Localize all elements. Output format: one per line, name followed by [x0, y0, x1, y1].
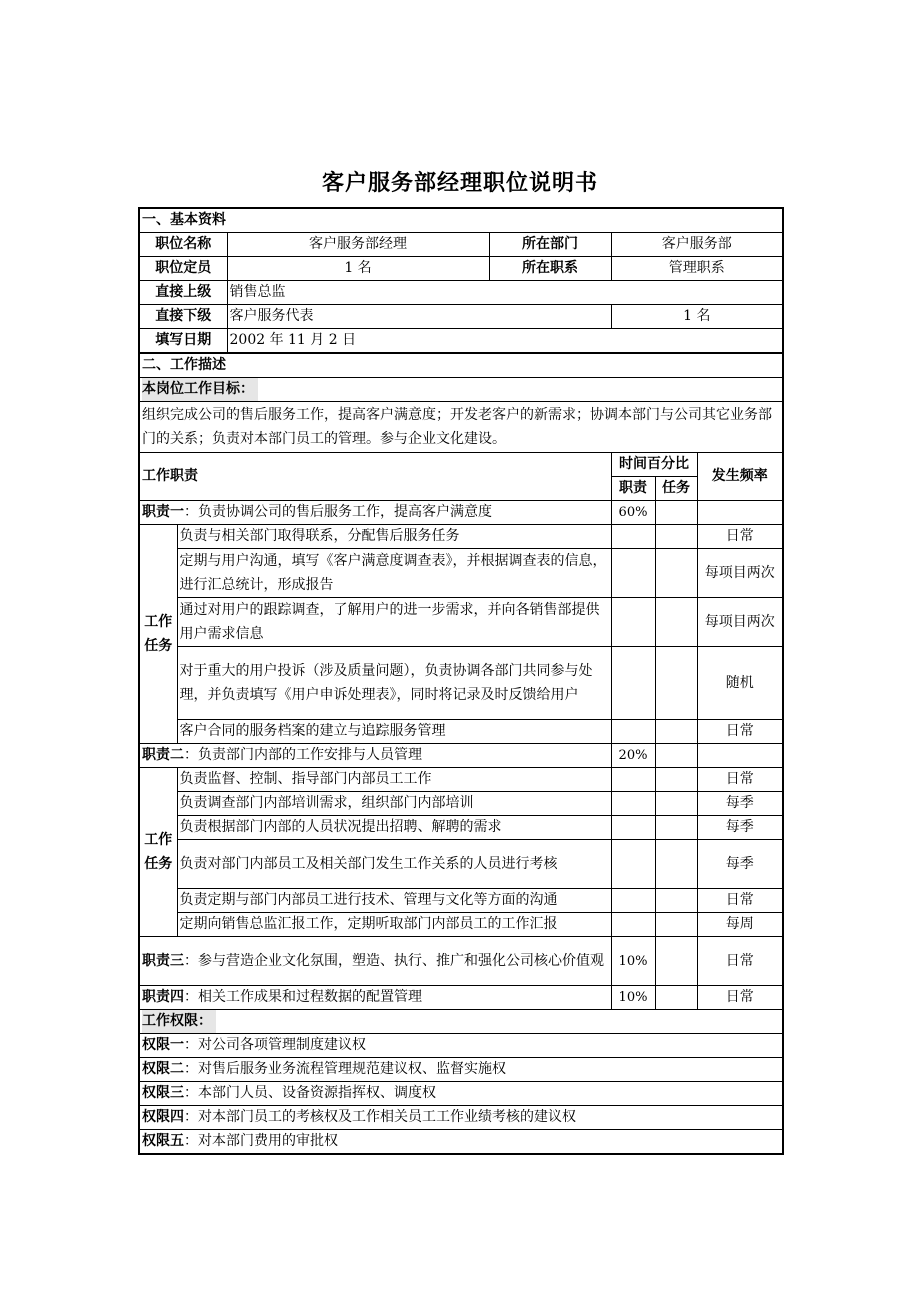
task-text: 客户合同的服务档案的建立与追踪服务管理 — [177, 720, 611, 744]
duty-label: 职责四 — [142, 989, 184, 1005]
duty-text: ：负责部门内部的工作安排与人员管理 — [184, 747, 422, 763]
task-text: 负责调查部门内部培训需求，组织部门内部培训 — [177, 792, 611, 816]
duty-text: ：相关工作成果和过程数据的配置管理 — [184, 989, 422, 1005]
task-row — [139, 816, 783, 840]
task-text: 定期向销售总监汇报工作，定期听取部门内部员工的工作汇报 — [177, 913, 611, 937]
frequency-header: 发生频率 — [697, 453, 783, 501]
row-subordinate — [139, 305, 783, 329]
duty-row — [139, 744, 783, 768]
task-text: 负责定期与部门内部员工进行技术、管理与文化等方面的沟通 — [177, 889, 611, 913]
task-row — [139, 598, 783, 647]
task-text: 对于重大的用户投诉（涉及质量问题），负责协调各部门共同参与处理，并负责填写《用户申诉处理表》，同时将记录及时反馈给用户 — [177, 647, 611, 720]
section-basic-header — [139, 208, 783, 233]
duty-row — [139, 501, 783, 525]
authority-item-label: 权限五 — [142, 1133, 184, 1149]
authority-row — [139, 1130, 783, 1155]
duty-label: 职责二 — [142, 747, 184, 763]
task-frequency: 每季 — [697, 840, 783, 889]
duty-frequency: 日常 — [697, 937, 783, 986]
task-row — [139, 913, 783, 937]
authority-item-text: ：对本部门费用的审批权 — [184, 1133, 338, 1149]
authority-row — [139, 1034, 783, 1058]
field-label: 职位定员 — [139, 257, 227, 281]
section-work-header — [139, 353, 783, 378]
task-frequency: 随机 — [697, 647, 783, 720]
section-heading: 二、工作描述 — [139, 353, 783, 378]
authority-item-label: 权限二 — [142, 1061, 184, 1077]
time-percent-header: 时间百分比 — [611, 453, 697, 477]
duty-percent: 20% — [611, 744, 655, 768]
row-goal-text — [139, 402, 783, 453]
task-text: 定期与用户沟通，填写《客户满意度调查表》，并根据调查表的信息，进行汇总统计，形成报告 — [177, 549, 611, 598]
row-superior — [139, 281, 783, 305]
duty-frequency: 日常 — [697, 986, 783, 1010]
task-row — [139, 647, 783, 720]
authority-label: 工作权限： — [142, 1010, 216, 1033]
task-group-label: 工作任务 — [139, 525, 177, 744]
duty-row — [139, 986, 783, 1010]
duty-label: 职责三 — [142, 953, 184, 969]
task-frequency: 每季 — [697, 792, 783, 816]
row-authority-label — [139, 1010, 783, 1034]
job-description-table — [138, 207, 784, 1155]
field-label: 直接下级 — [139, 305, 227, 329]
row-headcount — [139, 257, 783, 281]
superior-value: 销售总监 — [227, 281, 783, 305]
task-row — [139, 525, 783, 549]
duties-header-row-1 — [139, 453, 783, 477]
authority-item-label: 权限三 — [142, 1085, 184, 1101]
authority-row — [139, 1058, 783, 1082]
authority-row — [139, 1082, 783, 1106]
task-text: 负责对部门内部员工及相关部门发生工作关系的人员进行考核 — [177, 840, 611, 889]
duty-percent: 10% — [611, 937, 655, 986]
subordinate-value: 客户服务代表 — [227, 305, 611, 329]
authority-item-text: ：对本部门员工的考核权及工作相关员工工作业绩考核的建议权 — [184, 1109, 576, 1125]
duty-percent-header: 职责 — [611, 477, 655, 501]
duty-row — [139, 937, 783, 986]
goal-label: 本岗位工作目标： — [142, 378, 258, 401]
field-label: 直接上级 — [139, 281, 227, 305]
task-row — [139, 768, 783, 792]
task-frequency: 日常 — [697, 768, 783, 792]
document-title: 客户服务部经理职位说明书 — [321, 171, 598, 196]
duty-text: ：负责协调公司的售后服务工作，提高客户满意度 — [184, 504, 492, 520]
authority-item-text: ：对公司各项管理制度建议权 — [184, 1037, 366, 1053]
task-row — [139, 720, 783, 744]
duty-percent: 10% — [611, 986, 655, 1010]
task-frequency: 每项目两次 — [697, 549, 783, 598]
task-row — [139, 549, 783, 598]
task-text: 负责监督、控制、指导部门内部员工工作 — [177, 768, 611, 792]
task-text: 通过对用户的跟踪调查，了解用户的进一步需求，并向各销售部提供用户需求信息 — [177, 598, 611, 647]
headcount-value: 1 名 — [227, 257, 489, 281]
authority-item-label: 权限一 — [142, 1037, 184, 1053]
department-value: 客户服务部 — [611, 233, 783, 257]
authority-row — [139, 1106, 783, 1130]
duty-percent: 60% — [611, 501, 655, 525]
goal-text: 组织完成公司的售后服务工作，提高客户满意度；开发老客户的新需求；协调本部门与公司其它业务部门的关系；负责对本部门员工的管理。参与企业文化建设。 — [139, 402, 783, 453]
task-frequency: 日常 — [697, 889, 783, 913]
authority-item-label: 权限四 — [142, 1109, 184, 1125]
task-frequency: 每周 — [697, 913, 783, 937]
job-series-value: 管理职系 — [611, 257, 783, 281]
field-label: 所在部门 — [489, 233, 611, 257]
authority-item-text: ：对售后服务业务流程管理规范建议权、监督实施权 — [184, 1061, 506, 1077]
task-frequency: 每项目两次 — [697, 598, 783, 647]
field-label: 所在职系 — [489, 257, 611, 281]
duties-label: 工作职责 — [139, 453, 611, 501]
field-label: 填写日期 — [139, 329, 227, 354]
row-goal-label — [139, 378, 783, 402]
task-group-label: 工作任务 — [139, 768, 177, 937]
duty-text: ：参与营造企业文化氛围，塑造、执行、推广和强化公司核心价值观 — [184, 953, 604, 969]
task-percent-header: 任务 — [655, 477, 697, 501]
task-row — [139, 792, 783, 816]
row-position-name — [139, 233, 783, 257]
subordinate-count: 1 名 — [611, 305, 783, 329]
authority-item-text: ：本部门人员、设备资源指挥权、调度权 — [184, 1085, 436, 1101]
duty-label: 职责一 — [142, 504, 184, 520]
task-row — [139, 889, 783, 913]
position-name-value: 客户服务部经理 — [227, 233, 489, 257]
task-row — [139, 840, 783, 889]
task-frequency: 日常 — [697, 525, 783, 549]
date-value: 2002 年 11 月 2 日 — [227, 329, 783, 354]
row-date — [139, 329, 783, 354]
task-text: 负责与相关部门取得联系，分配售后服务任务 — [177, 525, 611, 549]
task-text: 负责根据部门内部的人员状况提出招聘、解聘的需求 — [177, 816, 611, 840]
task-frequency: 每季 — [697, 816, 783, 840]
field-label: 职位名称 — [139, 233, 227, 257]
section-heading: 一、基本资料 — [142, 212, 226, 228]
task-frequency: 日常 — [697, 720, 783, 744]
